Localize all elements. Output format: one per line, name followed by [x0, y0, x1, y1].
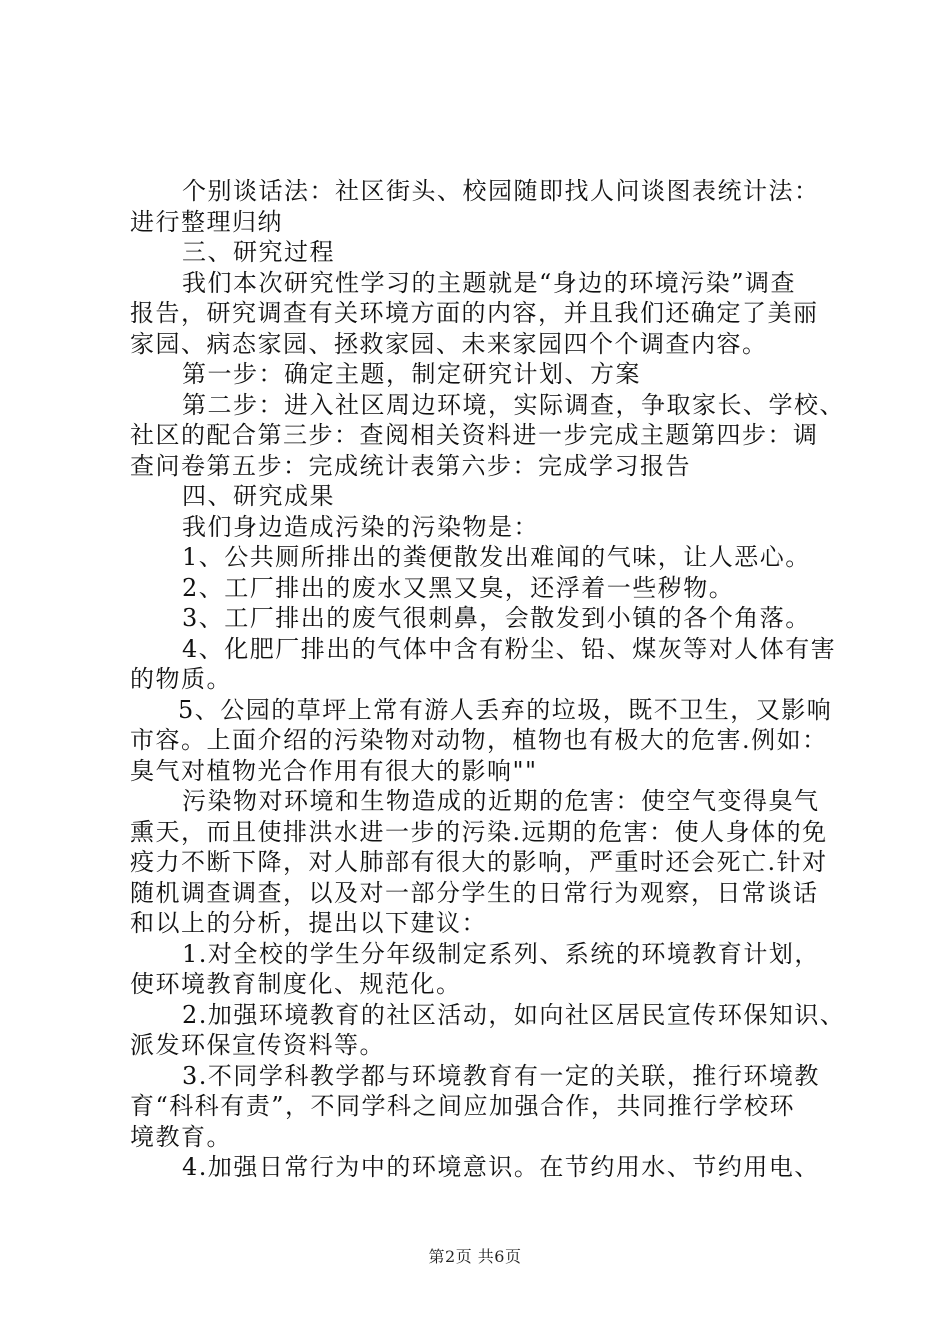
page-number-footer: 第2页 共6页	[428, 1247, 522, 1266]
text-line: 第一步：确定主题，制定研究计划、方案	[182, 360, 641, 388]
text-line: 社区的配合第三步：查阅相关资料进一步完成主题第四步：调	[130, 421, 819, 449]
list-item: 1.对全校的学生分年级制定系列、系统的环境教育计划，	[182, 939, 820, 968]
text-line: 疫力不断下降，对人肺部有很大的影响，严重时还会死亡.针对	[130, 848, 828, 876]
text-line: 境教育。	[130, 1122, 232, 1151]
text-line: 污染物对环境和生物造成的近期的危害：使空气变得臭气	[182, 787, 820, 815]
text-line: 随机调查调查，以及对一部分学生的日常行为观察，日常谈话	[130, 878, 819, 907]
text-line: 第二步：进入社区周边环境，实际调查，争取家长、学校、	[182, 390, 845, 419]
list-item: 2.加强环境教育的社区活动，如向社区居民宣传环保知识、	[182, 1000, 846, 1029]
text-line: 个别谈话法：社区街头、校园随即找人问谈图表统计法：	[182, 177, 820, 205]
text-line: 育“科科有责”，不同学科之间应加强合作，共同推行学校环	[130, 1092, 796, 1120]
text-line: 家园、病态家园、拯救家园、未来家园四个个调查内容。	[130, 329, 768, 358]
text-line: 臭气对植物光合作用有很大的影响""	[130, 756, 538, 785]
text-line: 市容。上面介绍的污染物对动物，植物也有极大的危害.例如：	[130, 726, 828, 754]
list-item: 5、公园的草坪上常有游人丢弃的垃圾，既不卫生，又影响	[178, 695, 833, 724]
list-item: 3.不同学科教学都与环境教育有一定的关联，推行环境教	[182, 1061, 820, 1090]
text-line: 报告，研究调查有关环境方面的内容，并且我们还确定了美丽	[130, 299, 819, 327]
text-line: 派发环保宣传资料等。	[130, 1031, 385, 1059]
text-line: 和以上的分析，提出以下建议：	[130, 909, 487, 937]
text-line: 我们本次研究性学习的主题就是“身边的环境污染”调查	[182, 268, 797, 297]
text-line: 我们身边造成污染的污染物是：	[182, 512, 539, 541]
section-heading: 四、研究成果	[182, 482, 335, 510]
document-body	[130, 176, 846, 1183]
list-item: 4、化肥厂排出的气体中含有粉尘、铅、煤灰等对人体有害	[182, 634, 837, 663]
text-line: 进行整理归纳	[130, 207, 283, 236]
list-item: 4.加强日常行为中的环境意识。在节约用水、节约用电、	[182, 1153, 820, 1181]
section-heading: 三、研究过程	[182, 238, 335, 266]
text-line: 查问卷第五步：完成统计表第六步：完成学习报告	[130, 451, 691, 480]
text-line: 熏天，而且使排洪水进一步的污染.远期的危害：使人身体的免	[130, 817, 828, 846]
list-item: 1、公共厕所排出的粪便散发出难闻的气味，让人恶心。	[182, 543, 811, 571]
list-item: 2、工厂排出的废水又黑又臭，还浮着一些秽物。	[182, 573, 735, 602]
list-item: 3、工厂排出的废气很刺鼻，会散发到小镇的各个角落。	[182, 604, 811, 632]
text-line: 使环境教育制度化、规范化。	[130, 970, 462, 998]
text-line: 的物质。	[130, 665, 232, 693]
